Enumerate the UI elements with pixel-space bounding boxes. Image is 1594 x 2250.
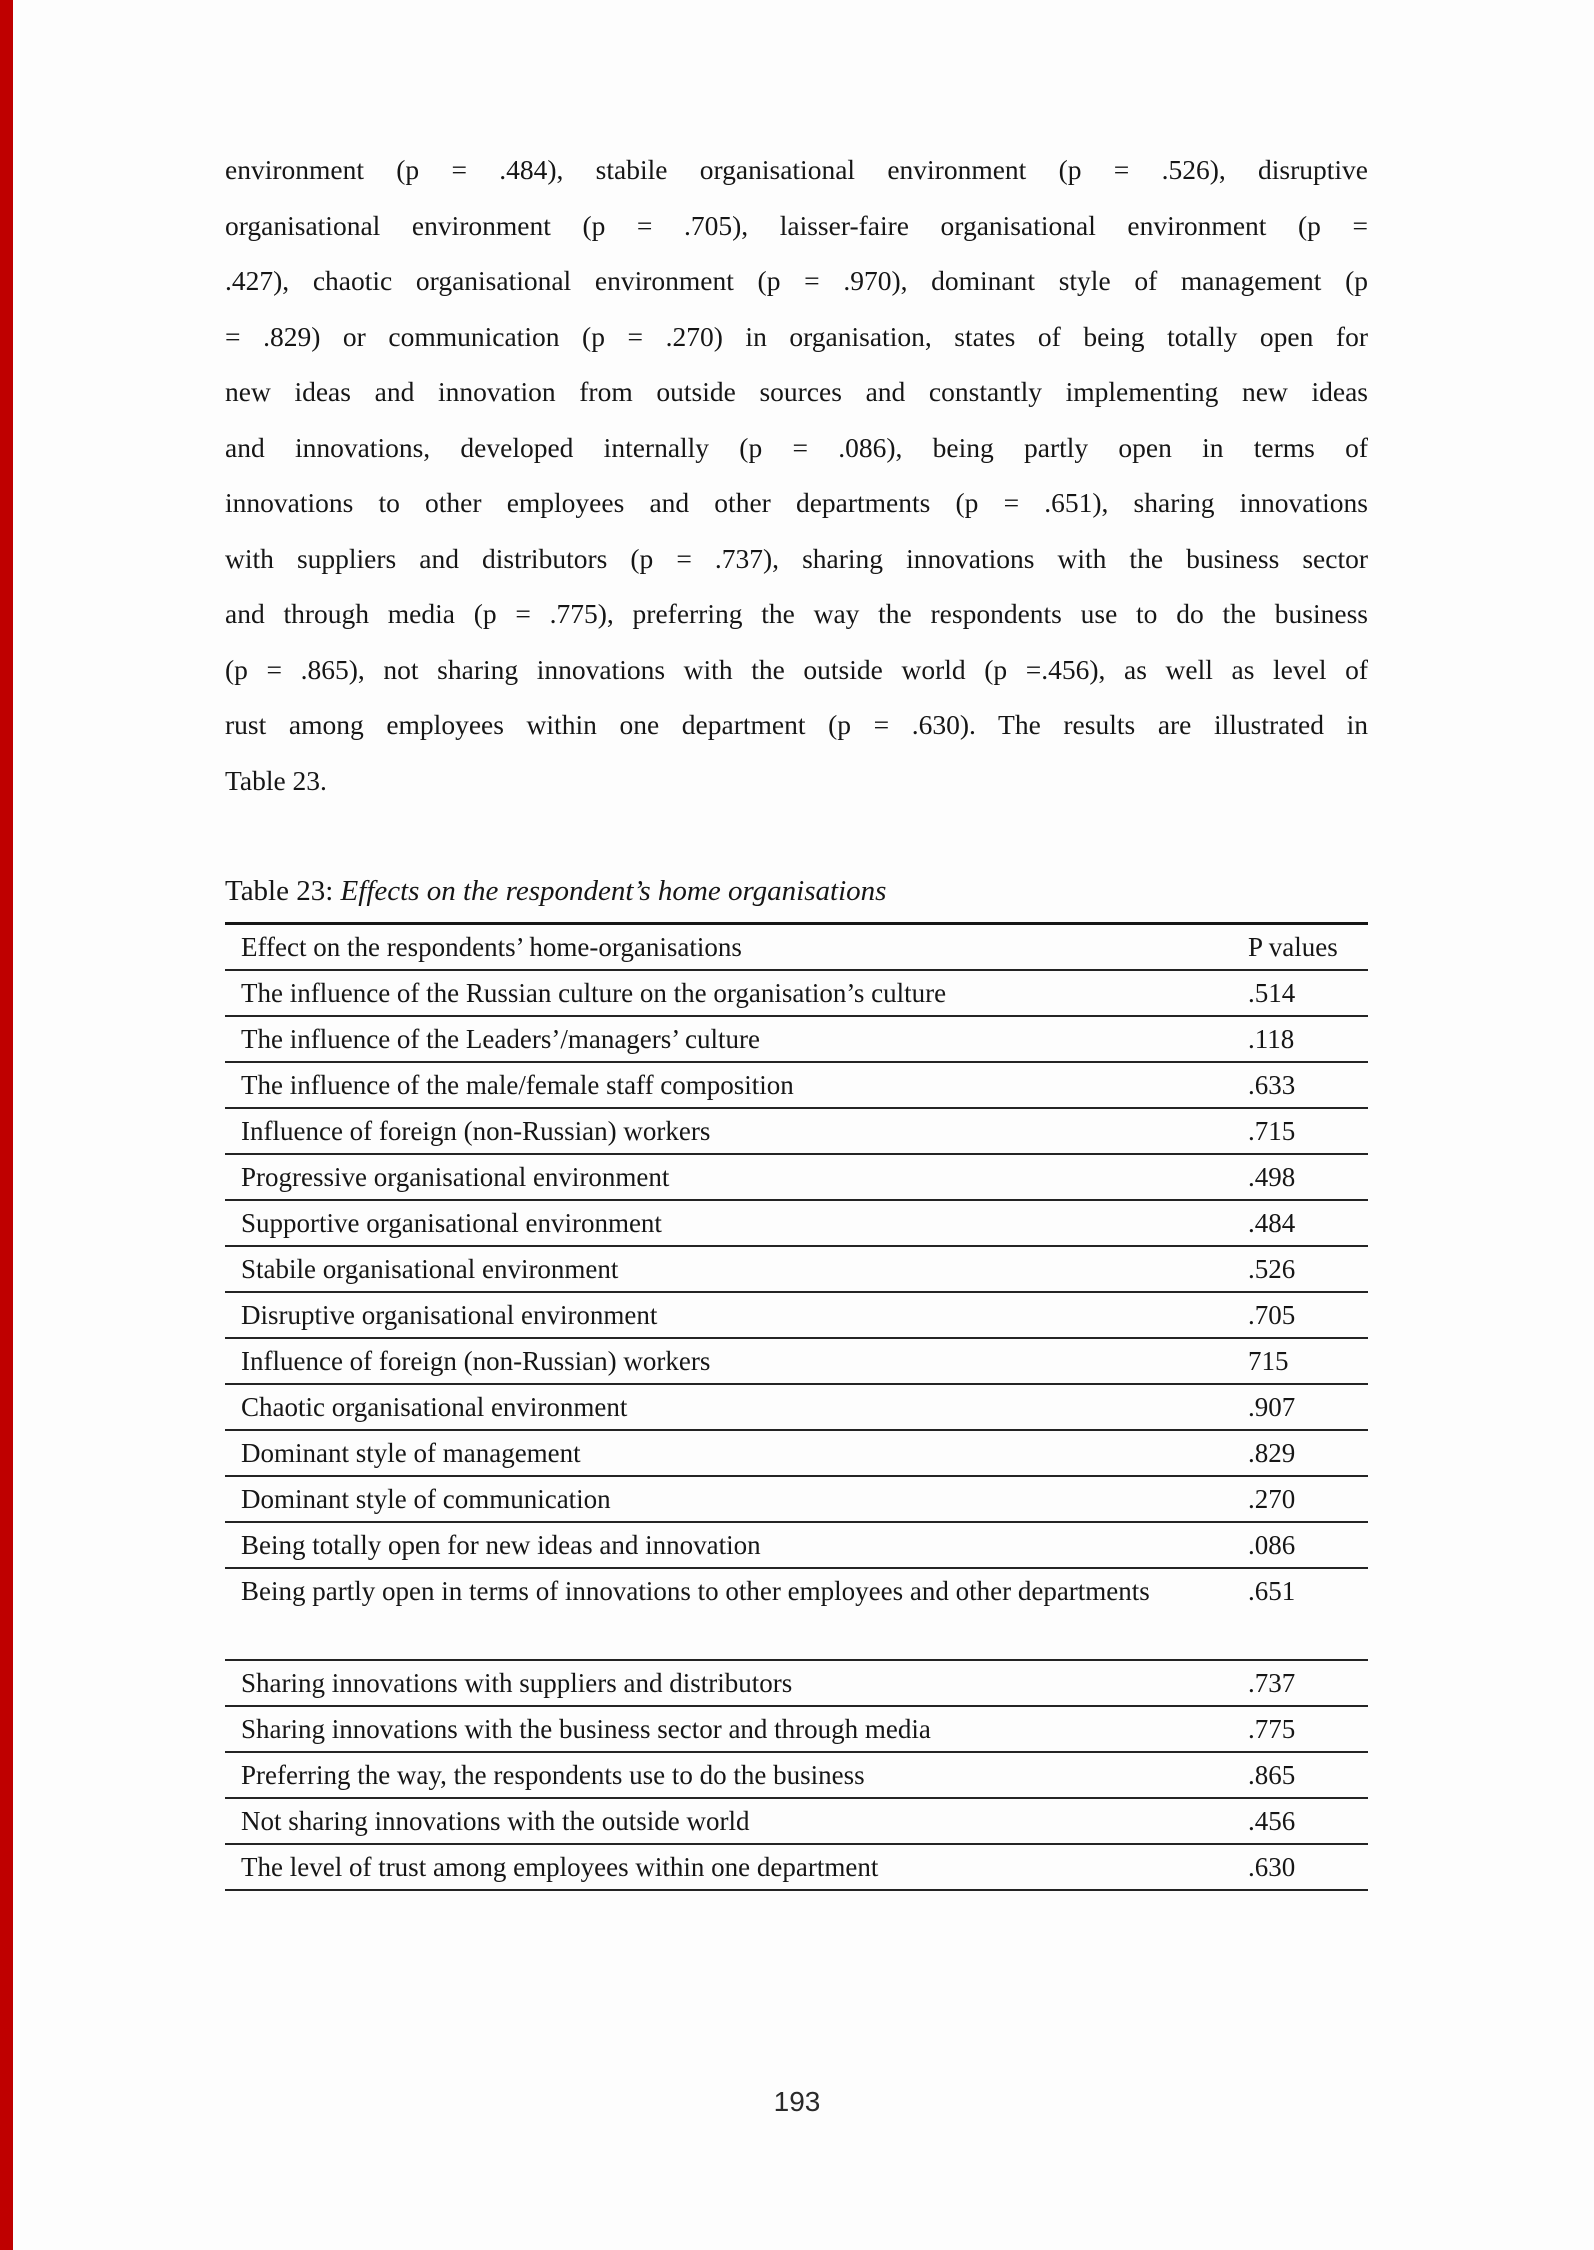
paragraph-line: organisational environment (p = .705), laisser-faire organisational environment (p = [225,209,1368,241]
row-value: .118 [1248,1023,1295,1054]
paragraph-line: rust among employees within one department (p = .630). The results are illustrated in [225,709,1368,740]
page-edge-bar [0,0,13,2250]
row-value: .484 [1248,1207,1296,1238]
row-label: The level of trust among employees within one department [241,1851,879,1882]
row-value: .270 [1248,1483,1296,1514]
table-row [225,1201,1368,1247]
page-content [225,0,1368,1891]
row-value: .514 [1248,977,1296,1008]
row-label: Disruptive organisational environment [241,1299,658,1330]
row-value: .526 [1248,1253,1296,1284]
paragraph-line: and innovations, developed internally (p = .086), being partly open in terms of [225,431,1368,463]
row-value: .829 [1248,1437,1296,1468]
table-row [225,1431,1368,1477]
table-row [225,1753,1368,1799]
row-label: Influence of foreign (non-Russian) workers [241,1115,711,1146]
table-row [225,1017,1368,1063]
row-value: .651 [1248,1576,1296,1606]
table-row [225,1109,1368,1155]
row-value: .865 [1248,1759,1296,1790]
row-value: .086 [1248,1529,1296,1560]
row-label: Stabile organisational environment [241,1253,619,1284]
row-value: .633 [1248,1069,1296,1100]
table-row [225,1707,1368,1753]
paragraph-line: and through media (p = .775), preferring the way the respondents use to do the business [225,598,1368,629]
paragraph-line: (p = .865), not sharing innovations with the outside world (p =.456), as well as level of [225,653,1368,685]
row-label: The influence of the male/female staff composition [241,1069,794,1100]
paragraph-line: new ideas and innovation from outside sources and constantly implementing new ideas [225,376,1368,407]
row-label: Supportive organisational environment [241,1207,662,1238]
row-label: Chaotic organisational environment [241,1391,628,1422]
table-row [225,1385,1368,1431]
row-value: .630 [1248,1851,1296,1882]
table-row [225,1523,1368,1569]
row-value: .456 [1248,1805,1296,1836]
table-row [225,1569,1368,1661]
table-row [225,1339,1368,1385]
row-label: The influence of the Leaders’/managers’ culture [241,1023,760,1054]
paragraph-line: with suppliers and distributors (p = .737), sharing innovations with the business sector [225,542,1368,574]
row-label: Not sharing innovations with the outside world [241,1805,750,1836]
row-value: .705 [1248,1299,1296,1330]
row-label: Preferring the way, the respondents use to do the business [241,1759,865,1790]
row-label: Sharing innovations with suppliers and distributors [241,1667,793,1698]
row-label: Being totally open for new ideas and innovation [241,1529,761,1560]
row-label: Influence of foreign (non-Russian) workers [241,1345,711,1376]
row-value: .775 [1248,1713,1296,1744]
row-value: 715 [1248,1345,1289,1376]
row-label: Sharing innovations with the business sector and through media [241,1713,931,1744]
paragraph-line: innovations to other employees and other departments (p = .651), sharing innovations [225,487,1368,518]
table-header-effect: Effect on the respondents’ home-organisations [241,931,742,962]
paragraph-line: environment (p = .484), stabile organisational environment (p = .526), disruptive [225,154,1368,185]
paragraph-line: Table 23. [225,764,327,796]
row-label: Dominant style of communication [241,1483,611,1514]
table-header-row [225,925,1368,971]
body-paragraph [225,142,1368,808]
row-value: .715 [1248,1115,1296,1146]
table-row [225,1845,1368,1891]
row-label: Progressive organisational environment [241,1161,670,1192]
table-caption-label: Table 23: [225,875,341,907]
table-row [225,1799,1368,1845]
table-caption-title: Effects on the respondent’s home organisations [340,875,887,907]
table-row [225,1063,1368,1109]
table-row [225,1247,1368,1293]
table-row [225,1661,1368,1707]
paragraph-line: .427), chaotic organisational environment (p = .970), dominant style of management (p [225,265,1368,296]
table-row [225,971,1368,1017]
row-label: Dominant style of management [241,1437,581,1468]
table-row [225,1477,1368,1523]
results-table [225,922,1368,1891]
row-label: The influence of the Russian culture on the organisation’s culture [241,977,947,1008]
table-row [225,1293,1368,1339]
table-header-pvalues: P values [1248,931,1338,962]
table-row [225,1155,1368,1201]
row-value: .737 [1248,1667,1296,1698]
paragraph-line: = .829) or communication (p = .270) in organisation, states of being totally open for [225,320,1368,352]
page-number: 193 [773,2086,821,2117]
row-label: Being partly open in terms of innovations to other employees and other departments [241,1576,1150,1606]
row-value: .498 [1248,1161,1296,1192]
table-caption [225,870,1368,912]
row-value: .907 [1248,1391,1296,1422]
